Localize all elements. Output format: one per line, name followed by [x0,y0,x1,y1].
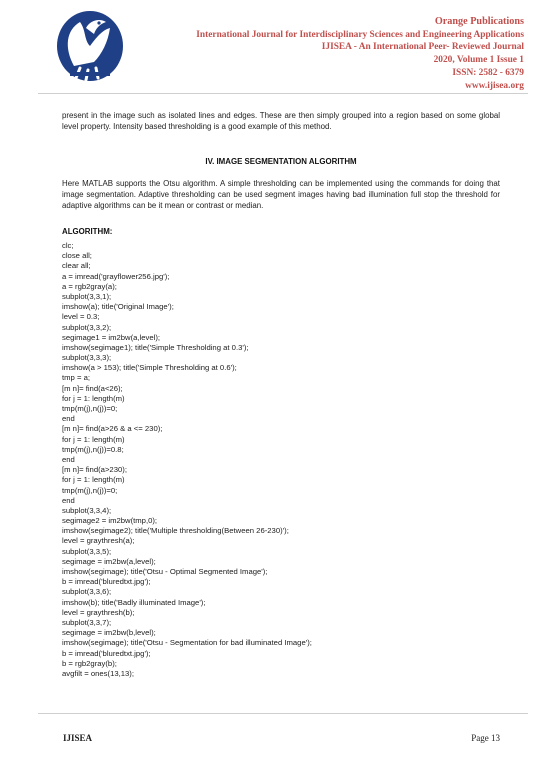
code-line: subplot(3,3,1); [62,291,112,301]
code-line: for j = 1: length(m) [62,475,125,485]
code-line: segimage1 = im2bw(a,level); [62,332,161,342]
code-line: imshow(a); title('Original Image'); [62,302,174,312]
code-listing [62,241,312,679]
code-line: a = rgb2gray(a); [62,281,117,291]
code-line: for j = 1: length(m) [62,434,125,444]
code-line: level = graythresh(a); [62,536,135,546]
code-line: [m n]= find(a>230); [62,465,127,475]
journal-subtitle: IJISEA - An International Peer- Reviewed Journal [321,42,524,53]
journal-issn: ISSN: 2582 - 6379 [452,67,524,78]
journal-volume: 2020, Volume 1 Issue 1 [433,55,524,66]
code-line: level = graythresh(b); [62,607,135,617]
code-line: imshow(a > 153); title('Simple Thresholding at 0.6'); [62,363,237,373]
algorithm-heading: ALGORITHM: [62,227,113,236]
eagle-logo-icon [50,8,130,86]
footer-divider [38,713,528,714]
code-line: segimage = im2bw(b,level); [62,628,156,638]
code-line: clear all; [62,261,91,271]
footer-journal-abbrev: IJISEA [63,733,93,743]
code-line: end [62,495,75,505]
code-line: imshow(segimage2); title('Multiple thresholding(Between 26-230)'); [62,526,289,536]
code-line: clc; [62,241,74,250]
section-paragraph: Here MATLAB supports the Otsu algorithm. A simple thresholding can be implemented using the commands for doing that image segmentation. Adaptive thresholding can be used segment images having bad illumination full stop the threshold for adaptive algorithms can be it mean or contrast or median. [62,179,500,211]
code-line: b = imread('bluredtxt.jpg'); [62,577,151,587]
code-line: imshow(b); title('Badly illuminated Image'); [62,597,206,607]
code-line: imshow(segimage); title('Otsu - Optimal Segmented Image'); [62,567,268,576]
code-line: [m n]= find(a<26); [62,383,123,393]
code-line: subplot(3,3,7); [62,617,112,627]
code-line: imshow(segimage); title('Otsu - Segmentation for bad illuminated Image'); [62,638,312,648]
code-line: segimage = im2bw(a,level); [62,556,156,566]
code-line: for j = 1: length(m) [62,393,125,403]
code-line: subplot(3,3,5); [62,546,112,556]
code-line: [m n]= find(a>26 & a <= 230); [62,424,163,434]
publisher-name: Orange Publications [434,16,524,27]
code-line: end [62,454,75,464]
journal-header [196,16,524,92]
code-line: b = imread('bluredtxt.jpg'); [62,648,151,658]
code-line: subplot(3,3,6); [62,587,112,597]
header-divider [38,93,528,94]
code-line: end [62,414,75,424]
code-line: a = imread('grayflower256.jpg'); [62,271,170,281]
journal-website[interactable]: www.ijisea.org [465,80,524,91]
code-line: b = rgb2gray(b); [62,658,117,668]
intro-paragraph: present in the image such as isolated lines and edges. These are then simply grouped into a region based on some global level property. Intensity based thresholding is a good example of this method. [62,111,500,132]
code-line: subplot(3,3,4); [62,505,112,515]
code-line: tmp(m(j),n(j))=0.8; [62,444,124,454]
code-line: tmp = a; [62,373,90,383]
code-line: subplot(3,3,3); [62,353,112,363]
code-line: segimage2 = im2bw(tmp,0); [62,516,158,526]
code-line: level = 0.3; [62,312,100,322]
code-line: close all; [62,251,92,261]
section-title: IV. IMAGE SEGMENTATION ALGORITHM [205,157,357,166]
code-line: avgfilt = ones(13,13); [62,668,135,678]
code-line: tmp(m(j),n(j))=0; [62,404,118,413]
code-line: tmp(m(j),n(j))=0; [62,485,118,495]
code-line: imshow(segimage1); title('Simple Thresholding at 0.3'); [62,342,249,352]
journal-name: International Journal for Interdisciplinary Sciences and Engineering Applications [196,29,524,40]
code-line: subplot(3,3,2); [62,322,112,332]
page-number: Page 13 [471,733,500,743]
